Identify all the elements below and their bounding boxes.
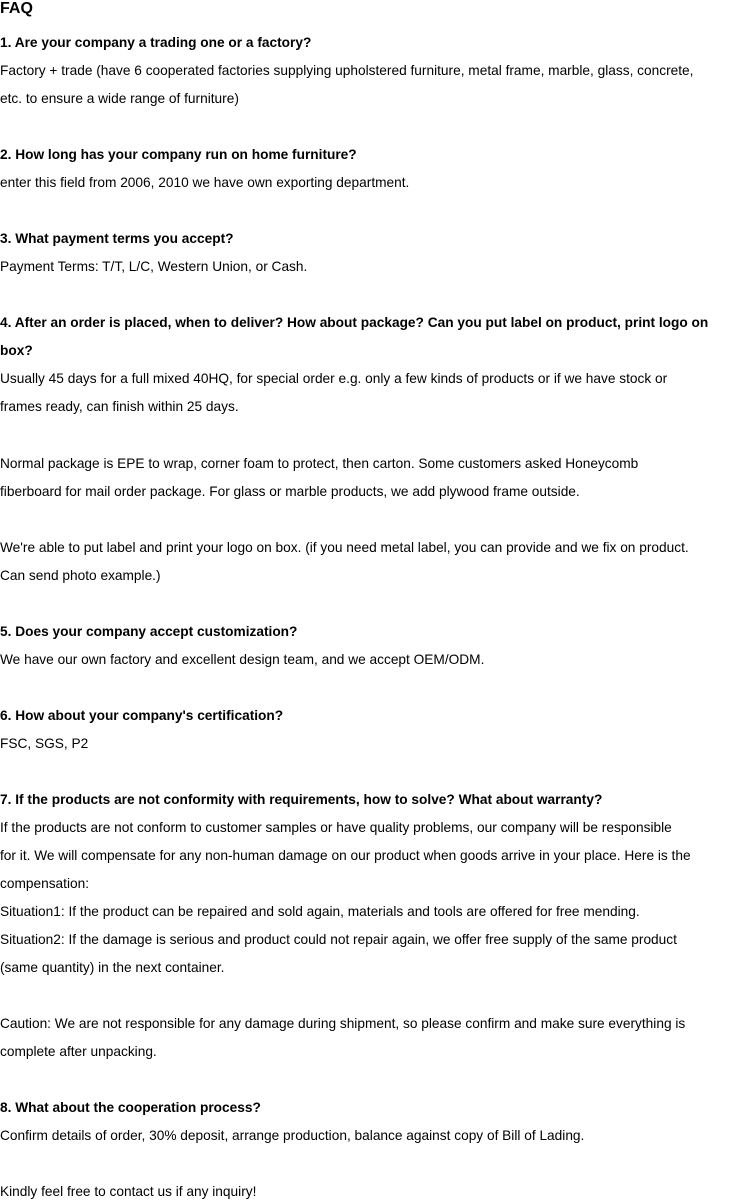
- faq-question-3: 3. What payment terms you accept?: [0, 231, 234, 246]
- faq-question-8: 8. What about the cooperation process?: [0, 1100, 261, 1115]
- faq-answer-line: We're able to put label and print your logo on box. (if you need metal label, you can provide and we fix on product.: [0, 540, 689, 555]
- faq-answer-line: (same quantity) in the next container.: [0, 960, 225, 975]
- faq-answer-line: FSC, SGS, P2: [0, 736, 89, 751]
- closing-note: Kindly feel free to contact us if any inquiry!: [0, 1184, 257, 1199]
- faq-answer-line: for it. We will compensate for any non-human damage on our product when goods arrive in your place. Here is the: [0, 848, 691, 863]
- faq-answer-line: Caution: We are not responsible for any damage during shipment, so please confirm and make sure everything is: [0, 1016, 686, 1031]
- faq-question-5: 5. Does your company accept customization?: [0, 624, 298, 639]
- faq-question-4-cont: box?: [0, 343, 33, 358]
- faq-answer-line: Situation2: If the damage is serious and product could not repair again, we offer free supply of the same product: [0, 932, 677, 947]
- faq-answer-line: enter this field from 2006, 2010 we have own exporting department.: [0, 175, 410, 190]
- faq-answer-line: compensation:: [0, 876, 90, 891]
- faq-answer-line: etc. to ensure a wide range of furniture): [0, 91, 239, 106]
- faq-answer-line: If the products are not conform to customer samples or have quality problems, our company will be responsible: [0, 820, 672, 835]
- faq-answer-line: Payment Terms: T/T, L/C, Western Union, or Cash.: [0, 259, 308, 274]
- faq-answer-line: We have our own factory and excellent design team, and we accept OEM/ODM.: [0, 652, 485, 667]
- faq-answer-line: Can send photo example.): [0, 568, 161, 583]
- faq-answer-line: Usually 45 days for a full mixed 40HQ, for special order e.g. only a few kinds of products or if we have stock or: [0, 371, 668, 386]
- faq-answer-line: frames ready, can finish within 25 days.: [0, 399, 239, 414]
- faq-answer-line: Confirm details of order, 30% deposit, arrange production, balance against copy of Bill of Lading.: [0, 1128, 585, 1143]
- faq-question-6: 6. How about your company's certification?: [0, 708, 284, 723]
- faq-question-4: 4. After an order is placed, when to deliver? How about package? Can you put label on product, print logo on: [0, 315, 709, 330]
- faq-question-1: 1. Are your company a trading one or a factory?: [0, 35, 312, 50]
- faq-answer-line: complete after unpacking.: [0, 1044, 157, 1059]
- faq-question-2: 2. How long has your company run on home furniture?: [0, 147, 357, 162]
- faq-question-7: 7. If the products are not conformity with requirements, how to solve? What about warranty?: [0, 792, 603, 807]
- page-title: FAQ: [0, 0, 33, 17]
- faq-answer-line: Situation1: If the product can be repaired and sold again, materials and tools are offered for free mending.: [0, 904, 640, 919]
- faq-answer-line: Normal package is EPE to wrap, corner foam to protect, then carton. Some customers asked Honeycomb: [0, 456, 639, 471]
- faq-answer-line: fiberboard for mail order package. For glass or marble products, we add plywood frame outside.: [0, 484, 580, 499]
- faq-answer-line: Factory + trade (have 6 cooperated factories supplying upholstered furniture, metal frame, marble, glass, concrete,: [0, 63, 694, 78]
